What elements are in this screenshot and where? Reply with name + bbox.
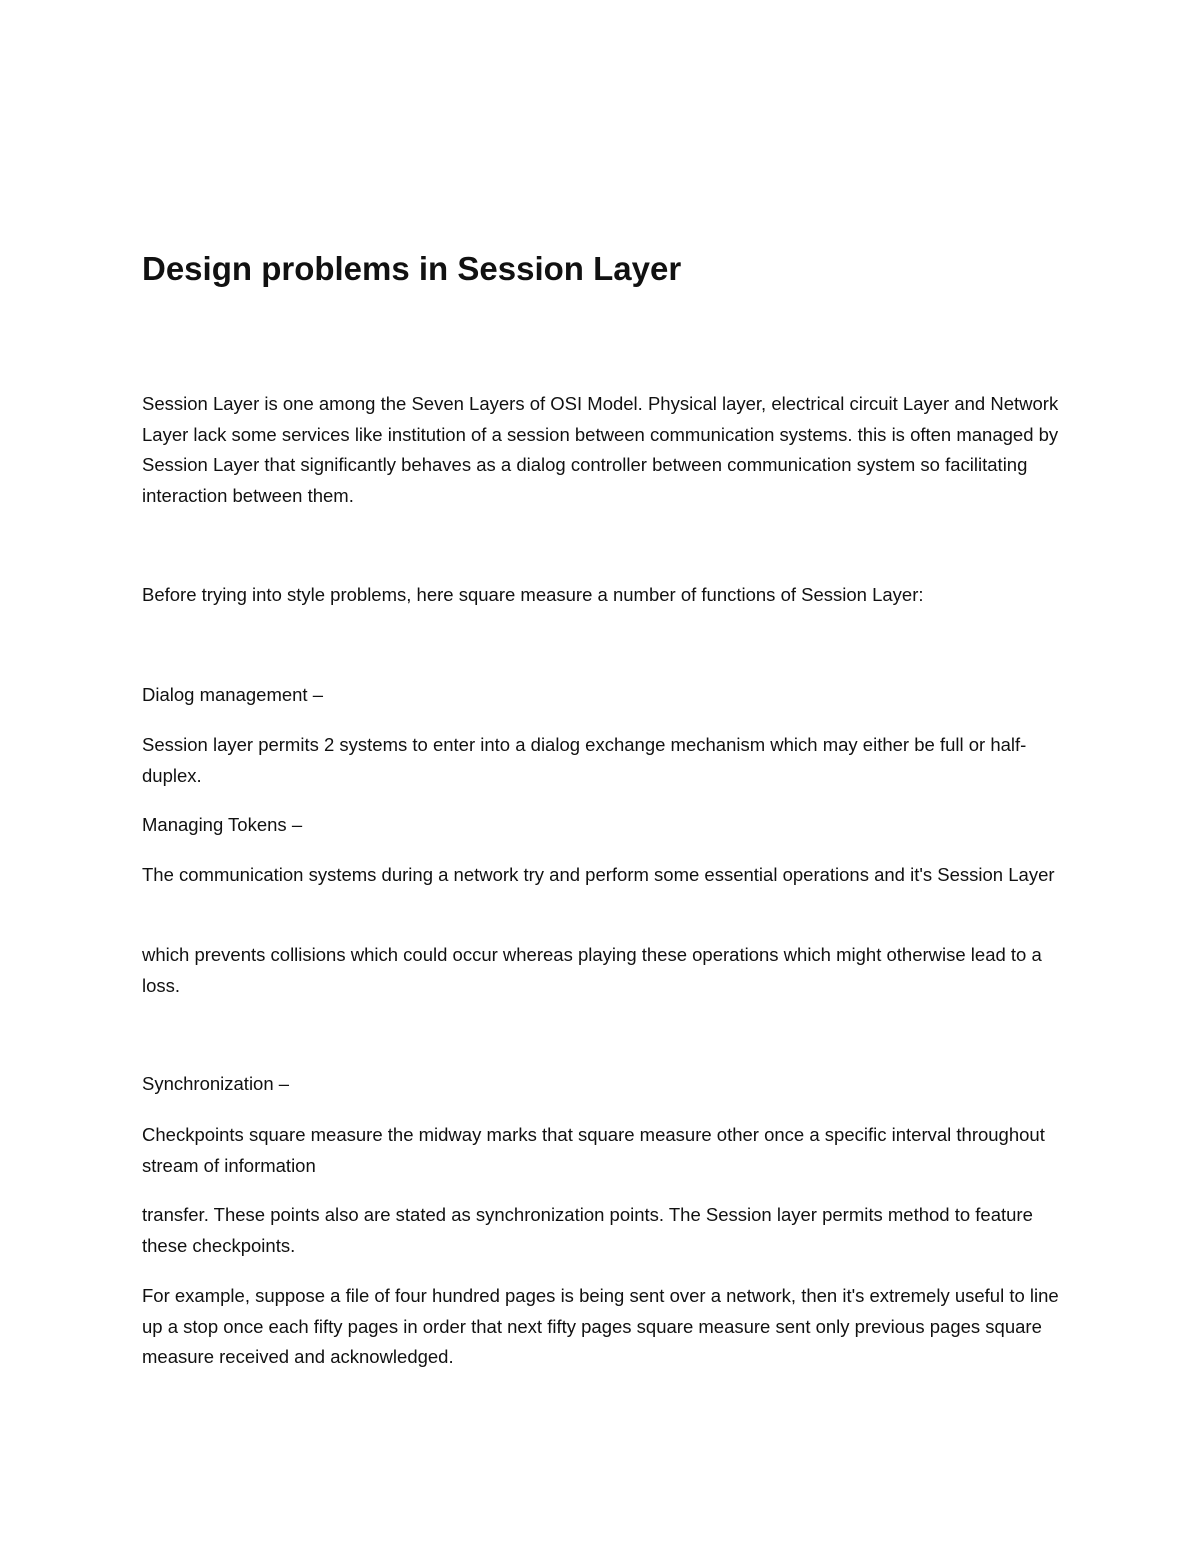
heading-synchronization: Synchronization – — [142, 1073, 290, 1094]
paragraph-example: For example, suppose a file of four hundred pages is being sent over a network, then it's extremely useful to line up a stop once each fifty pages in order that next fifty pages square measure sent only previous pages square measure received and acknowledged. — [142, 1285, 1059, 1367]
paragraph-checkpoints: Checkpoints square measure the midway marks that square measure other once a specific interval throughout stream of information — [142, 1124, 1045, 1176]
paragraph-functions-lead: Before trying into style problems, here square measure a number of functions of Session Layer: — [142, 584, 924, 605]
heading-managing-tokens: Managing Tokens – — [142, 814, 303, 835]
paragraph-dialog-management: Session layer permits 2 systems to enter into a dialog exchange mechanism which may either be full or half-duplex. — [142, 734, 1027, 786]
paragraph-managing-tokens: The communication systems during a network try and perform some essential operations and it's Session Layer — [142, 864, 1055, 885]
paragraph-intro: Session Layer is one among the Seven Layers of OSI Model. Physical layer, electrical circuit Layer and Network Layer lack some services like institution of a session between communication systems. this is often managed by Session Layer that significantly behaves as a dialog controller between communication system so facilitating interaction between them. — [142, 393, 1059, 506]
heading-dialog-management: Dialog management – — [142, 684, 323, 705]
paragraph-sync-points: transfer. These points also are stated as synchronization points. The Session layer permits method to feature these checkpoints. — [142, 1204, 1033, 1256]
document-title: Design problems in Session Layer — [142, 250, 682, 287]
paragraph-collisions: which prevents collisions which could occur whereas playing these operations which might otherwise lead to a loss. — [142, 944, 1042, 996]
